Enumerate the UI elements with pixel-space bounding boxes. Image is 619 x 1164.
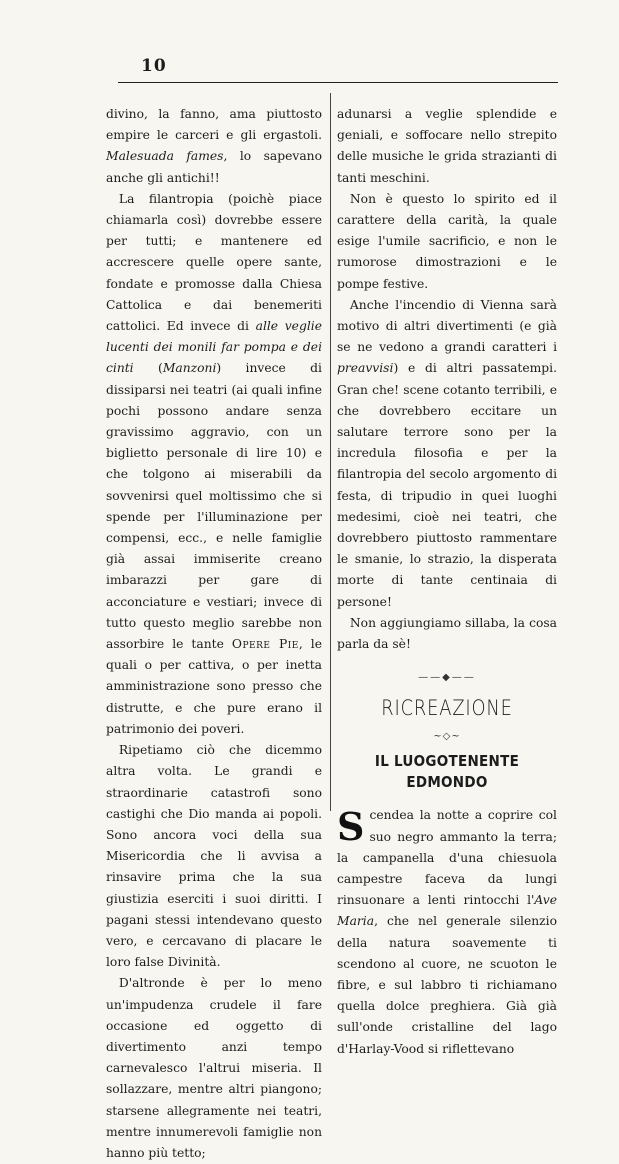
paragraph: adunarsi a veglie splendide e geniali, e soffocare nello strepito delle musiche le grida strazianti di tanti meschini. bbox=[337, 107, 557, 185]
paragraph: Non è questo lo spirito ed il carattere della carità, la quale esige l'umile sacrificio, e non le rumorose dimostrazioni e le pompe festive. bbox=[337, 191, 557, 291]
page-number: 10 bbox=[141, 56, 167, 76]
text-run: ) invece di dissiparsi nei teatri (ai quali infine pochi possono andare senza gravissimo aggravio, con un biglietto personale di lire 10) e che tolgono ai miserabili da sovvenirsi quel moltissimo che si spende per l'illuminazione per compensi, ecc., e nelle famiglie già assai immiserite creano imbarazzi per gare di acconciature e vestiari; invece di tutto questo meglio sarebbe non assorbire le tante bbox=[106, 361, 322, 652]
author-name: Manzoni bbox=[162, 361, 217, 376]
ave-maria: Ave Maria bbox=[337, 893, 557, 929]
text-run: Anche l'incendio di Vienna sarà motivo di altri divertimenti (e già se ne vedono a grandi caratteri i bbox=[337, 297, 557, 355]
text-run: , lo sapevano anche gli antichi!! bbox=[106, 149, 322, 185]
text-run: divino, la fanno, ama piuttosto empire le carceri e gli ergastoli. bbox=[106, 107, 322, 143]
story-title: IL LUOGOTENENTE EDMONDO bbox=[374, 751, 520, 792]
column-divider bbox=[330, 93, 331, 811]
paragraph: Non aggiungiamo sillaba, la cosa parla da sè! bbox=[337, 615, 557, 652]
paragraph: D'altronde è per lo meno un'impudenza crudele il fare occasione ed oggetto di divertimento anzi tempo carnevalesco l'altrui miseria. Il sollazzare, mentre altri piangono; starsene allegramente nei teatri, mentre innumerevoli famiglie non hanno più tetto; bbox=[106, 976, 322, 1160]
paragraph bbox=[106, 189, 322, 740]
paragraph: Ripetiamo ciò che dicemmo altra volta. Le grandi e straordinarie catastrofi sono castighi che Dio manda ai popoli. Sono ancora voci della sua Misericordia che li avvisa a rinsavire prima che la sua giustizia eserciti i suoi diritti. I pagani stessi intendevano questo vero, e cercavano di placare le loro false Divinità. bbox=[106, 743, 322, 970]
text-run: , che nel generale silenzio della natura soavemente ti scendono al cuore, ne scuoton le fibre, e sul labbro ti richiamano quella dolce preghiera. Già già sull'onde cristalline del lago d'Harlay-Vood si riflettevano bbox=[337, 914, 557, 1056]
header-rule bbox=[118, 82, 558, 83]
latin-quote: Malesuada fames bbox=[106, 149, 224, 164]
text-run: ( bbox=[158, 361, 163, 376]
section-title: RICREAZIONE bbox=[381, 696, 513, 721]
ornament-divider: ~◇~ bbox=[433, 730, 461, 742]
manzoni-quote: alle veglie lucenti dei monili far pompa e dei cinti bbox=[106, 319, 322, 376]
text-run: ) e di altri passatempi. Gran che! scene cotanto terribili, e che dovrebbero eccitare un salutare terrore sono per la incredula filosofia e per la filantropia del secolo argomento di festa, di tripudio in quei luoghi medesimi, cioè nei teatri, che dovrebbero piuttosto rammentare le smanie, lo strazio, la disperata morte di tante centinaia di persone! bbox=[337, 361, 557, 609]
paragraph bbox=[106, 104, 322, 189]
italic-word: preavvisi bbox=[337, 361, 394, 376]
drop-cap: S bbox=[337, 804, 365, 850]
right-column bbox=[337, 104, 557, 1060]
opere-pie: Opere Pie bbox=[231, 637, 299, 652]
left-column bbox=[106, 104, 322, 1164]
text-run: , le quali o per cattiva, o per inetta amministrazione sono presso che distrutte, e che pure erano il patrimonio dei poveri. bbox=[106, 637, 322, 736]
ornament-divider: ——◆—— bbox=[418, 672, 476, 684]
text-run: La filantropia (poichè piace chiamarla così) dovrebbe essere per tutti; e mantenere ed accrescere quelle opere sante, fondate e promosse dalla Chiesa Cattolica e dai benemeriti cattolici. Ed invece di bbox=[106, 191, 322, 334]
story-paragraph bbox=[337, 805, 557, 1059]
text-run: cendea la notte a coprire col suo negro ammanto la terra; la campanella d'una chiesuola campestre faceva da lungi rinsuonare a lenti rintocchi l' bbox=[337, 808, 557, 908]
paragraph bbox=[337, 295, 557, 613]
